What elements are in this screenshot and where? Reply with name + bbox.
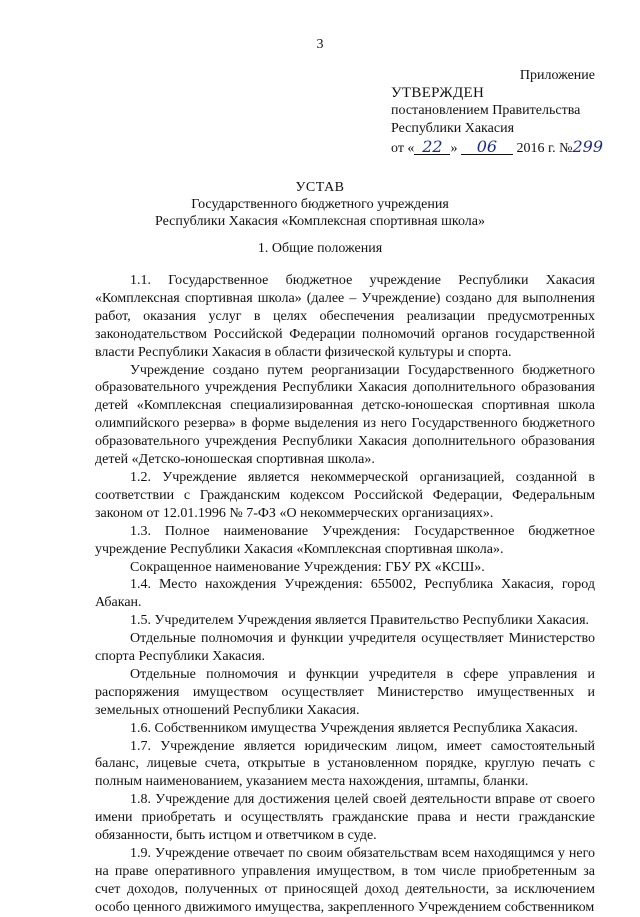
approval-block (391, 84, 626, 158)
handwritten-month: 06 (461, 140, 513, 155)
paragraph: 1.5. Учредителем Учреждения является Правительство Республики Хакасия. (130, 613, 590, 629)
paragraph: 1.4. Место нахождения Учреждения: 655002, Республика Хакасия, город Абакан. (95, 577, 595, 611)
paragraph: 1.1. Государственное бюджетное учреждение Республики Хакасия «Комплексная спортивная школа» (далее – Учреждение) создано для выполнения работ, оказания услуг в целях обеспечения реализации предусмотренных законодательством Российской Федерации полномочий органов государственной власти Республики Хакасия в области физической культуры и спорта. (95, 273, 595, 360)
approval-line-2: Республики Хакасия (391, 121, 515, 136)
document-subtitle-2: Республики Хакасия «Комплексная спортивная школа» (154, 214, 486, 229)
page-number: 3 (316, 37, 324, 52)
document-subtitle-1: Государственного бюджетного учреждения (191, 197, 449, 212)
document-body (95, 272, 595, 917)
paragraph: 1.6. Собственником имущества Учреждения является Республика Хакасия. (130, 720, 578, 736)
date-prefix: от « (391, 141, 415, 156)
paragraph: Учреждение создано путем реорганизации Государственного бюджетного образовательного учреждения Республики Хакасия дополнительного образования детей «Комплексная специализированная детско-юношеская спортивная школа олимпийского резерва» в форме выделения из него Государственного бюджетного образовательного учреждения Республики Хакасия дополнительного образования детей «Детско-юношеская спортивная школа». (95, 362, 595, 468)
section-heading: 1. Общие положения (257, 241, 383, 256)
paragraph: 1.8. Учреждение для достижения целей своей деятельности вправе от своего имени приобретать и осуществлять гражданские права и нести гражданские обязанности, быть истцом и ответчиком в суде. (95, 792, 595, 844)
paragraph: 1.3. Полное наименование Учреждения: Государственное бюджетное учреждение Республики Хакасия «Комплексная спортивная школа». (95, 523, 595, 557)
paragraph: Сокращенное наименование Учреждения: ГБУ РХ «КСШ». (130, 559, 485, 575)
document-title: УСТАВ (295, 180, 345, 195)
date-year: 2016 г. № (516, 141, 573, 156)
paragraph: 1.2. Учреждение является некоммерческой организацией, созданной в соответствии с Гражданским кодексом Российской Федерации, Федеральным законом от 12.01.1996 № 7-ФЗ «О некоммерческих организациях». (95, 469, 595, 521)
handwritten-day: 22 (414, 140, 450, 155)
date-mid: » (450, 141, 458, 156)
appendix-label: Приложение (519, 68, 595, 83)
approval-date-line (391, 138, 626, 158)
paragraph: Отдельные полномочия и функции учредителя в сфере управления и распоряжения имуществом осуществляет Министерство имущественных и земельных отношений Республики Хакасия. (95, 666, 595, 718)
approval-heading: УТВЕРЖДЕН (391, 85, 485, 101)
handwritten-number: 299 (572, 137, 604, 156)
paragraph: 1.7. Учреждение является юридическим лицом, имеет самостоятельный баланс, лицевые счета, открытые в установленном порядке, круглую печать с полным наименованием, указанием места нахождения, штампы, бланки. (95, 738, 595, 790)
paragraph: 1.9. Учреждение отвечает по своим обязательствам всем находящимся у него на праве оперативного управления имуществом, в том числе приобретенным за счет доходов, полученных от приносящей доход деятельности, за исключением особо ценного движимого имущества, закрепленного Учреждением собственником (95, 846, 595, 915)
approval-line-1: постановлением Правительства (391, 103, 581, 118)
paragraph: Отдельные полномочия и функции учредителя осуществляет Министерство спорта Республики Хакасия. (95, 631, 595, 665)
